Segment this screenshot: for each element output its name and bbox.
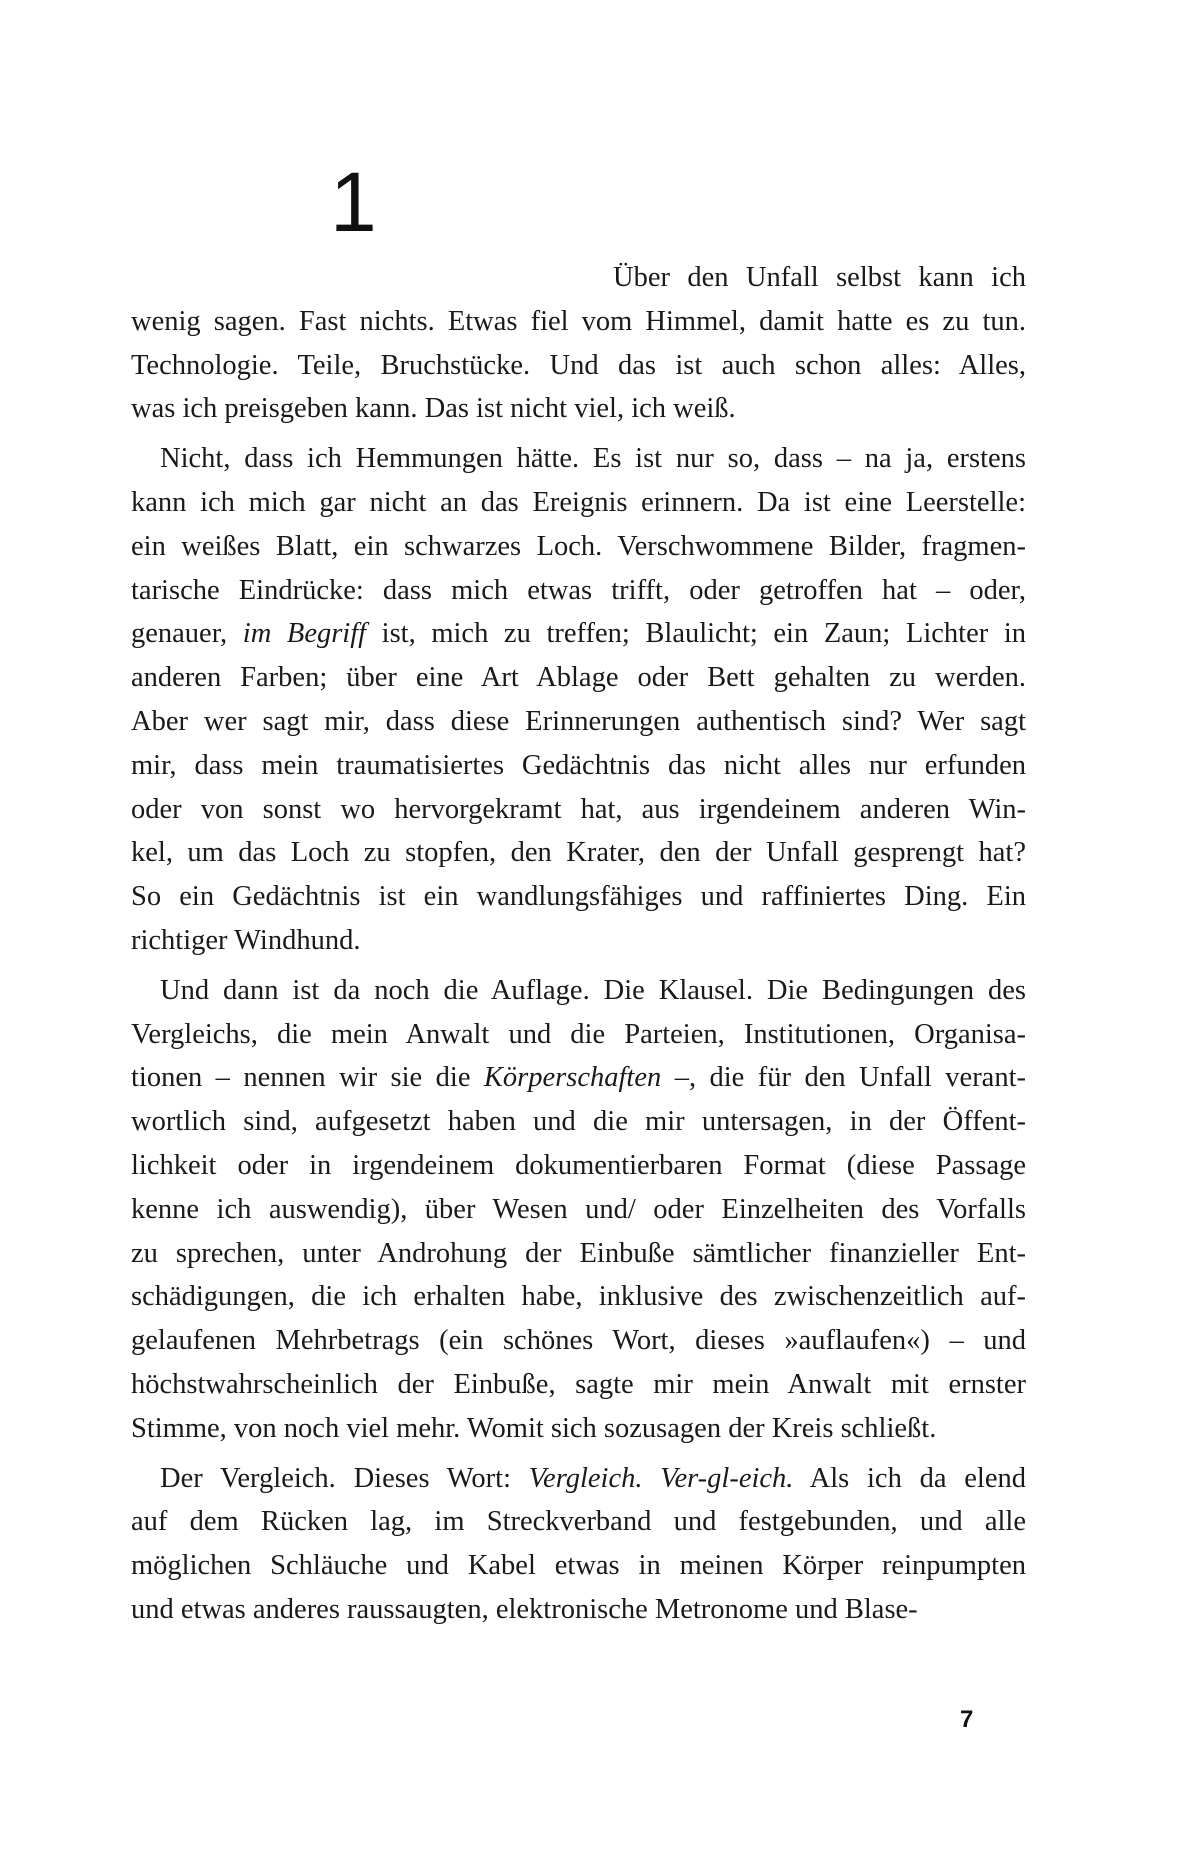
paragraph-1-line: was ich preisgeben kann. Das ist nicht viel, ich weiß. [131, 393, 736, 425]
page-number: 7 [960, 1706, 974, 1733]
paragraph-4-line: möglichen Schläuche und Kabel etwas in meinen Körper reinpumpten [131, 1550, 1026, 1582]
italic-phrase: Körperschaften [483, 1062, 662, 1094]
paragraph-3-line [131, 1056, 1026, 1100]
paragraph-4-line: und etwas anderes raussaugten, elektronische Metronome und Blase- [131, 1593, 918, 1625]
italic-phrase: im Begriff [242, 618, 367, 650]
paragraph-3-line: Stimme, von noch viel mehr. Womit sich sozusagen der Kreis schließt. [131, 1412, 937, 1444]
paragraph-2-line: Nicht, dass ich Hemmungen hätte. Es ist nur so, dass – na ja, erstens [160, 443, 1026, 475]
paragraph-1-line: Technologie. Teile, Bruchstücke. Und das ist auch schon alles: Alles, [131, 349, 1026, 381]
italic-phrase: Vergleich. Ver-gl-eich. [528, 1462, 794, 1494]
paragraph-2-line: kel, um das Loch zu stopfen, den Krater, den der Unfall gesprengt hat? [131, 837, 1026, 869]
line-segment: Als ich da elend [793, 1462, 1026, 1494]
paragraph-4-line: auf dem Rücken lag, im Streckverband und festgebunden, und alle [131, 1506, 1026, 1538]
paragraph-2-line: Aber wer sagt mir, dass diese Erinnerungen authentisch sind? Wer sagt [131, 705, 1026, 737]
line-segment: –, die für den Unfall verant- [661, 1062, 1026, 1094]
paragraph-1-line: wenig sagen. Fast nichts. Etwas fiel vom Himmel, damit hatte es zu tun. [131, 305, 1026, 337]
line-segment: tionen – nennen wir sie die [131, 1062, 484, 1094]
paragraph-3-line: gelaufenen Mehrbetrags (ein schönes Wort, dieses »auflaufen«) – und [131, 1325, 1026, 1357]
paragraph-3-line: Und dann ist da noch die Auflage. Die Klausel. Die Bedingungen des [160, 974, 1026, 1006]
paragraph-1-line: Über den Unfall selbst kann ich [613, 262, 1026, 293]
paragraph-2-line: mir, dass mein traumatisiertes Gedächtnis das nicht alles nur erfunden [131, 749, 1026, 781]
paragraph-3-line: höchstwahrscheinlich der Einbuße, sagte mir mein Anwalt mit ernster [131, 1368, 1026, 1400]
paragraph-2-line: anderen Farben; über eine Art Ablage oder Bett gehalten zu werden. [131, 662, 1026, 694]
chapter-number: 1 [330, 155, 377, 249]
paragraph-2-line: richtiger Windhund. [131, 924, 361, 956]
paragraph-3-line: wortlich sind, aufgesetzt haben und die mir untersagen, in der Öffent- [131, 1106, 1026, 1138]
paragraph-4-line [131, 1457, 1026, 1501]
line-segment: ist, mich zu treffen; Blaulicht; ein Zaun; Lichter in [366, 618, 1026, 650]
paragraph-3-line: kenne ich auswendig), über Wesen und/ oder Einzelheiten des Vorfalls [131, 1193, 1026, 1225]
line-segment: genauer, [131, 618, 243, 650]
paragraph-2-line [131, 612, 1026, 656]
paragraph-2-line: tarische Eindrücke: dass mich etwas trifft, oder getroffen hat – oder, [131, 574, 1026, 606]
paragraph-3-line: lichkeit oder in irgendeinem dokumentierbaren Format (diese Passage [131, 1149, 1026, 1181]
body-text [131, 256, 1026, 1632]
line-segment: Der Vergleich. Dieses Wort: [160, 1462, 529, 1494]
paragraph-2-line: oder von sonst wo hervorgekramt hat, aus irgendeinem anderen Win- [131, 793, 1026, 825]
paragraph-2-line: So ein Gedächtnis ist ein wandlungsfähiges und raffiniertes Ding. Ein [131, 881, 1026, 913]
paragraph-3-line: zu sprechen, unter Androhung der Einbuße sämtlicher finanzieller Ent- [131, 1237, 1026, 1269]
paragraph-2-line: ein weißes Blatt, ein schwarzes Loch. Verschwommene Bilder, fragmen- [131, 530, 1026, 562]
paragraph-3-line: Vergleichs, die mein Anwalt und die Parteien, Institutionen, Organisa- [131, 1018, 1026, 1050]
paragraph-3-line: schädigungen, die ich erhalten habe, inklusive des zwischenzeitlich auf- [131, 1281, 1026, 1313]
paragraph-2-line: kann ich mich gar nicht an das Ereignis erinnern. Da ist eine Leerstelle: [131, 486, 1026, 518]
